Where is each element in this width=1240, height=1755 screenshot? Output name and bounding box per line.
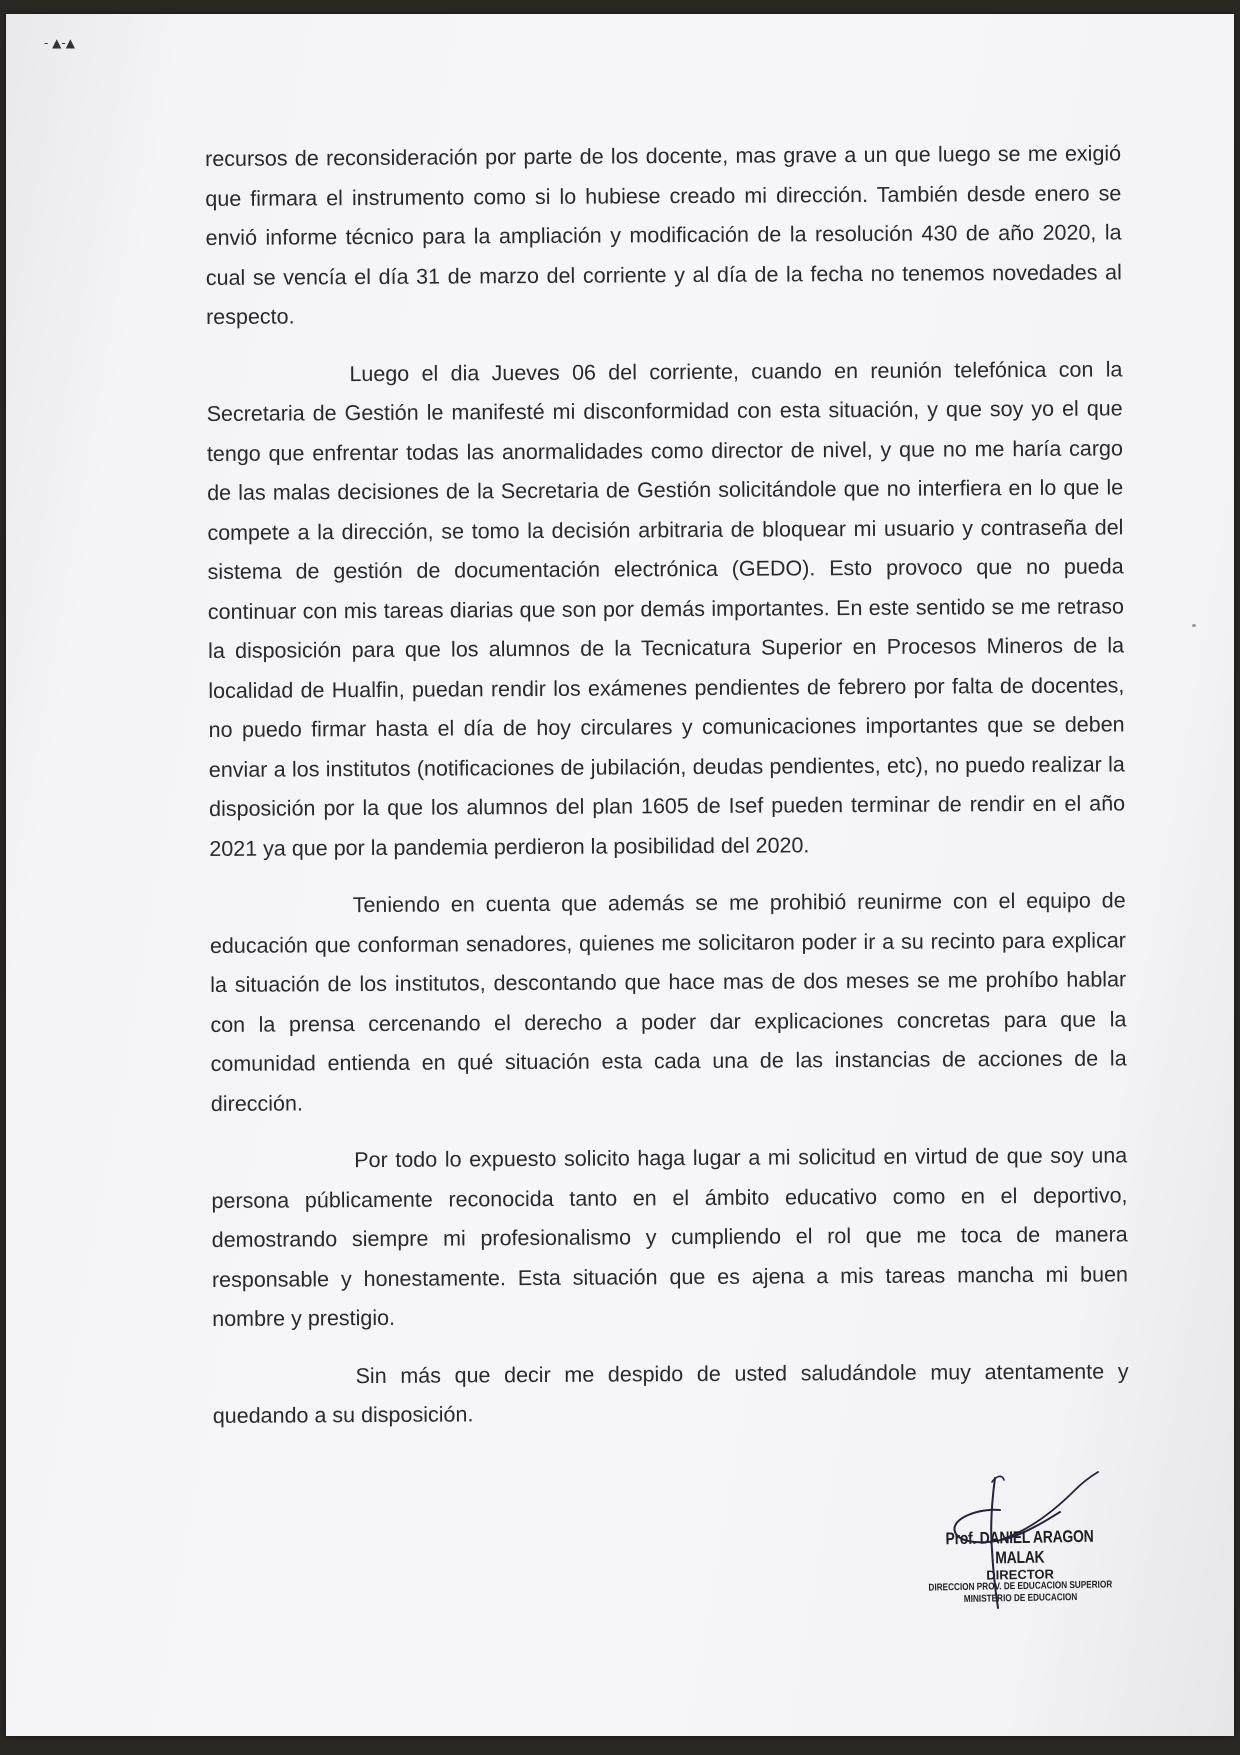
- signature-block: [900, 1470, 1140, 1610]
- top-margin-mark: - ▲-▲: [44, 36, 75, 50]
- paragraph-3: Teniendo en cuenta que además se me prohibió reunirme con el equipo de educación que conforman senadores, quienes me solicitaron poder ir a su recinto para explicar la situación de los institutos, descontando que hace mas de dos meses se me prohíbo hablar con la prensa cercenando el derecho a poder dar explicaciones concretas para que la comunidad entienda en qué situación esta cada una de las instancias de acciones de la dirección.: [209, 888, 1127, 1116]
- handwritten-signature: [900, 1470, 1140, 1610]
- stamp-ministry: MINISTERIO DE EDUCACION: [963, 1592, 1078, 1605]
- paper-smudge: [1192, 624, 1196, 627]
- letter-body: [205, 134, 1129, 1454]
- stamp-role: DIRECTOR: [986, 1566, 1055, 1583]
- paragraph-1: recursos de reconsideración por parte de los docente, mas grave a un que luego se me exigió que firmara el instrumento como si lo hubiese creado mi dirección. También desde enero se envió informe técnico para la ampliación y modificación de la resolución 430 de año 2020, la cual se vencía el día 31 de marzo del corriente y al día de la fecha no tenemos novedades al respecto.: [205, 141, 1122, 329]
- paragraph-2: Luego el dia Jueves 06 del corriente, cuando en reunión telefónica con la Secretaria de Gestión le manifesté mi disconformidad con esta situación, y que soy yo el que tengo que enfrentar todas las anormalidades como director de nivel, y que no me haría cargo de las malas decisiones de la Secretaria de Gestión solicitándole que no interfiera en lo que le compete a la dirección, se tomo la decisión arbitraria de bloquear mi usuario y contraseña del sistema de gestión de documentación electrónica (GEDO). Esto provoco que no pueda continuar con mis tareas diarias que son por demás importantes. En este sentido se me retraso la disposición para que los alumnos de la Tecnicatura Superior en Procesos Mineros de la localidad de Hualfin, puedan rendir los exámenes pendientes de febrero por falta de docentes, no puedo firmar hasta el día de hoy circulares y comunicaciones importantes que se deben enviar a los institutos (notificaciones de jubilación, deudas pendientes, etc), no puedo realizar la disposición por la que los alumnos del plan 1605 de Isef pueden terminar de rendir en el año 2021 ya que por la pandemia perdieron la posibilidad del 2020.: [206, 356, 1126, 861]
- stamp-department: DIRECCION PROV. DE EDUCACION SUPERIOR: [928, 1579, 1113, 1594]
- paragraph-4: Por todo lo expuesto solicito haga lugar a mi solicitud en virtud de que soy una persona públicamente reconocida tanto en el ámbito educativo como en el deportivo, demostrando siempre mi profesionalismo y cumpliendo el rol que me toca de manera responsable y honestamente. Esta situación que es ajena a mis tareas mancha mi buen nombre y prestigio.: [211, 1143, 1129, 1331]
- stamp-name: Prof. DANIEL ARAGON MALAK: [945, 1526, 1094, 1568]
- paragraph-5: Sin más que decir me despido de usted saludándole muy atentamente y quedando a su disposición.: [212, 1358, 1129, 1428]
